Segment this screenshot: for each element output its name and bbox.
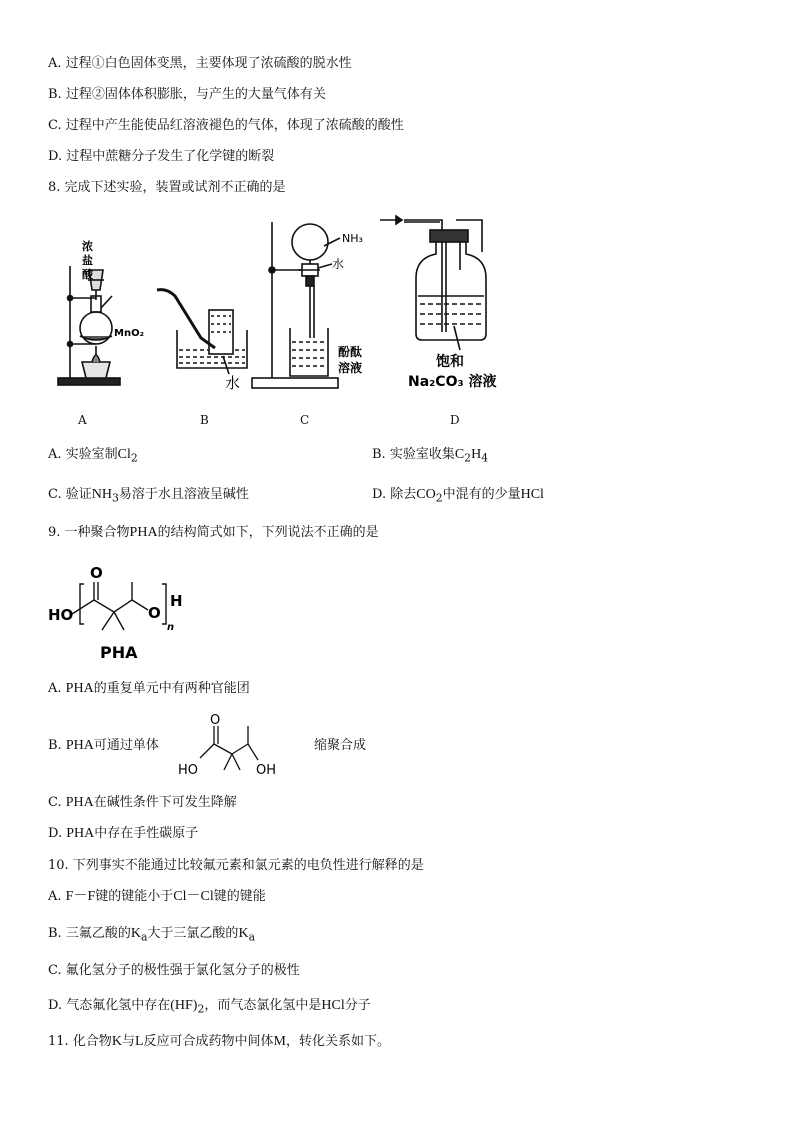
q9-option-b-suffix: 缩聚合成 bbox=[314, 738, 367, 753]
label-na2co3-solution: Na₂CO₃ 溶液 bbox=[408, 374, 497, 390]
label-acid: 酸 bbox=[82, 268, 93, 281]
pha-ho: HO bbox=[48, 606, 74, 624]
q8-option-a: A. 实验室制$Cl_2$ bbox=[48, 447, 138, 465]
apparatus-b-diagram bbox=[155, 282, 255, 394]
q9-option-c: C. PHA在碱性条件下可发生降解 bbox=[48, 795, 237, 810]
q11-stem: 11. 化合物K与L反应可合成药物中间体M，转化关系如下。 bbox=[48, 1034, 390, 1049]
pha-name: PHA bbox=[100, 643, 138, 662]
pha-o-ring: O bbox=[148, 604, 161, 622]
label-mno2: MnO₂ bbox=[114, 328, 144, 339]
pha-h: H bbox=[170, 592, 183, 610]
label-water-b: 水 bbox=[225, 374, 241, 392]
q10-option-c: C. 氟化氢分子的极性强于氯化氢分子的极性 bbox=[48, 963, 300, 978]
label-hcl: 盐 bbox=[82, 254, 93, 267]
q8-option-d: D. 除去$CO_2$中混有的少量HCl bbox=[372, 487, 544, 505]
label-water-c: 水 bbox=[332, 257, 345, 271]
q9-option-b: B. PHA可通过单体 bbox=[48, 738, 159, 753]
q7-option-a: A. 过程①白色固体变黑，主要体现了浓硫酸的脱水性 bbox=[48, 56, 352, 71]
q8-option-b: B. 实验室收集$C_2H_4$ bbox=[372, 447, 489, 465]
caption-c: C bbox=[300, 413, 310, 427]
q10-option-b: B. 三氟乙酸的$K_a$大于三氯乙酸的$K_a$ bbox=[48, 926, 256, 944]
monomer-o: O bbox=[210, 713, 221, 728]
caption-b: B bbox=[200, 413, 209, 427]
pha-structure bbox=[44, 560, 204, 664]
q7-option-c: C. 过程中产生能使品红溶液褪色的气体，体现了浓硫酸的酸性 bbox=[48, 118, 404, 133]
q9-option-d: D. PHA中存在手性碳原子 bbox=[48, 826, 199, 841]
apparatus-d-diagram bbox=[374, 208, 510, 394]
q10-option-a: A. F－F键的键能小于Cl－Cl键的键能 bbox=[48, 889, 266, 904]
q7-option-d: D. 过程中蔗糖分子发生了化学键的断裂 bbox=[48, 149, 275, 164]
q10-stem: 10. 下列事实不能通过比较氟元素和氯元素的电负性进行解释的是 bbox=[48, 858, 424, 873]
q8-stem: 8. 完成下述实验，装置或试剂不正确的是 bbox=[48, 180, 286, 195]
monomer-oh: OH bbox=[256, 763, 277, 778]
pha-o-top: O bbox=[90, 564, 103, 582]
q10-option-d: D. 气态氟化氢中存在$(HF)_2$，而气态氯化氢中是HCl分子 bbox=[48, 998, 371, 1016]
q9-stem: 9. 一种聚合物PHA的结构简式如下，下列说法不正确的是 bbox=[48, 525, 379, 540]
label-phenolphthalein: 酚酞 bbox=[338, 345, 363, 359]
label-conc: 浓 bbox=[82, 240, 93, 253]
monomer-ho: HO bbox=[178, 763, 199, 778]
q9-option-a: A. PHA的重复单元中有两种官能团 bbox=[48, 681, 250, 696]
caption-d: D bbox=[450, 413, 460, 427]
q8-option-c: C. 验证$NH_3$易溶于水且溶液呈碱性 bbox=[48, 487, 249, 505]
label-saturated: 饱和 bbox=[436, 354, 464, 370]
caption-a: A bbox=[78, 413, 87, 427]
pha-n: n bbox=[167, 622, 175, 633]
label-nh3: NH₃ bbox=[342, 232, 363, 245]
apparatus-c-diagram bbox=[248, 218, 374, 394]
apparatus-a-diagram bbox=[52, 236, 156, 394]
monomer-structure bbox=[174, 710, 290, 780]
q7-option-b: B. 过程②固体体积膨胀，与产生的大量气体有关 bbox=[48, 87, 326, 102]
label-solution: 溶液 bbox=[338, 361, 363, 375]
